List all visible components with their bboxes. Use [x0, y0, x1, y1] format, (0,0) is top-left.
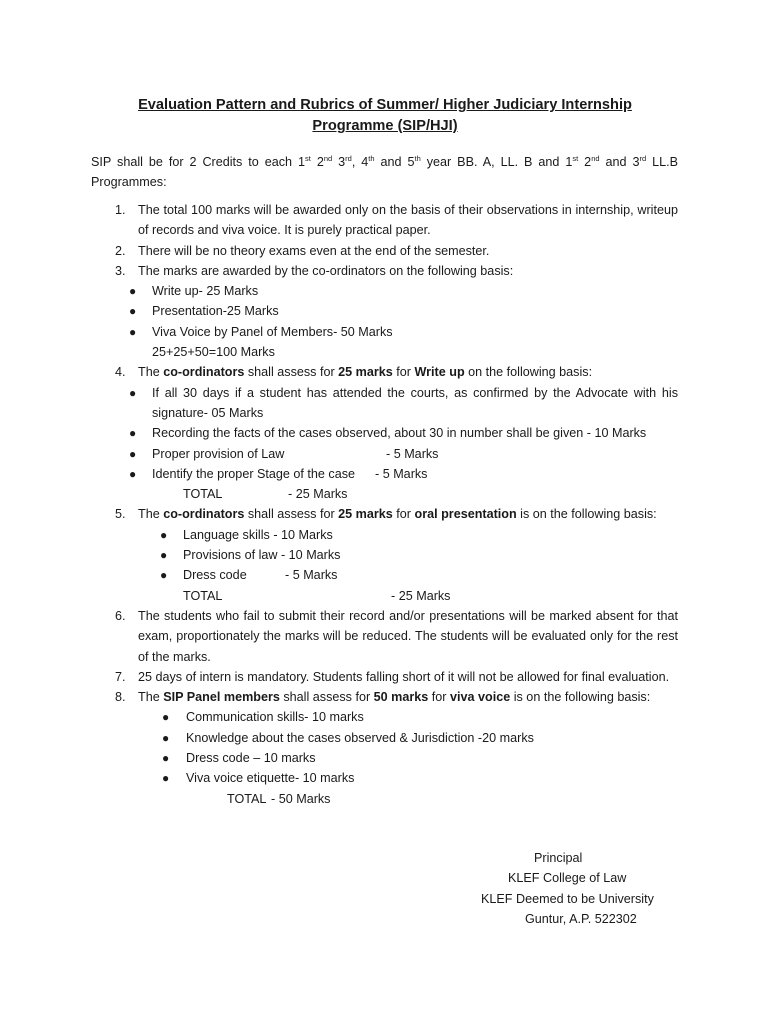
total-value: - 25 Marks	[391, 588, 451, 603]
bullet-item	[91, 707, 678, 727]
bullet-icon: ●	[129, 385, 137, 400]
bullet-text: Knowledge about the cases observed & Jurisdiction -20 marks	[186, 730, 534, 745]
intro-text: , 4	[351, 155, 369, 169]
text-run: for	[392, 507, 415, 522]
bold-text: 25 marks	[338, 365, 393, 380]
text-run: is on the following basis:	[510, 690, 651, 705]
bullet-item	[91, 464, 678, 484]
list-item-3	[91, 261, 678, 281]
bold-text: co-ordinators	[163, 507, 245, 522]
bullet-item	[91, 281, 678, 301]
total-line	[91, 789, 678, 809]
bullet-text: Viva voice etiquette- 10 marks	[186, 771, 355, 786]
list-item-8	[91, 687, 678, 707]
bold-text: SIP Panel members	[163, 690, 280, 705]
bullet-text: Dress code – 10 marks	[186, 751, 316, 766]
bullet-text: Provisions of law - 10 Marks	[183, 548, 341, 563]
list-item-7	[91, 667, 678, 687]
bullet-marks: - 5 Marks	[375, 466, 428, 481]
bullet-item	[91, 423, 678, 443]
bullet-text: Write up- 25 Marks	[152, 284, 259, 299]
document-title	[92, 95, 678, 137]
intro-text: SIP shall be for 2 Credits to each 1	[91, 155, 306, 169]
total-label: TOTAL	[227, 791, 267, 806]
bullet-item	[91, 728, 678, 748]
bullet-icon: ●	[129, 324, 137, 339]
list-item-5	[91, 504, 678, 524]
bullet-icon: ●	[160, 568, 168, 583]
item-number: 4.	[115, 365, 126, 380]
ordinal-suffix: th	[368, 153, 375, 163]
bullet-icon: ●	[129, 466, 137, 481]
bullet-text: Presentation-25 Marks	[152, 304, 279, 319]
list-item-2	[91, 241, 678, 261]
text-run: The	[138, 365, 164, 380]
text-run: for	[428, 690, 450, 705]
bullet-icon: ●	[129, 284, 137, 299]
bold-text: co-ordinators	[163, 365, 245, 380]
item-number: 8.	[115, 690, 126, 705]
text-run: shall assess for	[244, 507, 339, 522]
ordinal-suffix: th	[414, 153, 421, 163]
total-value: - 25 Marks	[288, 487, 348, 502]
total-value: - 50 Marks	[271, 791, 331, 806]
ordinal-suffix: st	[305, 153, 311, 163]
bullet-text: If all 30 days if a student has attended the courts, as confirmed by the Advocate with his signature- 05 Marks	[152, 385, 678, 420]
title-line-2: Programme (SIP/HJI)	[312, 118, 458, 134]
item-number: 6.	[115, 608, 126, 623]
intro-text: LL.B Programmes:	[91, 155, 679, 190]
bullet-icon: ●	[129, 304, 137, 319]
bullet-icon: ●	[160, 527, 168, 542]
bullet-text: Dress code	[183, 568, 247, 583]
bold-text: Write up	[414, 365, 465, 380]
text-run: on the following basis:	[464, 365, 593, 380]
bullet-icon: ●	[129, 446, 137, 461]
item-number: 1.	[115, 203, 126, 217]
bullet-marks: - 5 Marks	[386, 446, 439, 461]
numbered-list	[91, 200, 678, 809]
intro-paragraph	[91, 152, 678, 193]
ordinal-suffix: nd	[323, 153, 333, 163]
bullet-text: Identify the proper Stage of the case	[152, 466, 356, 481]
bullet-item	[91, 322, 678, 342]
total-label: TOTAL	[183, 487, 223, 502]
text-run: shall assess for	[279, 690, 374, 705]
bullet-icon: ●	[160, 548, 168, 563]
total-line	[91, 586, 678, 606]
item-text	[138, 362, 678, 382]
bullet-icon: ●	[162, 751, 170, 766]
total-label: TOTAL	[183, 588, 223, 603]
item-number: 7.	[115, 669, 126, 684]
bullet-item	[91, 301, 678, 321]
bold-text: 50 marks	[373, 690, 429, 705]
intro-text: 2	[578, 155, 592, 169]
bold-text: 25 marks	[338, 507, 393, 522]
ordinal-suffix: rd	[345, 153, 352, 163]
intro-text: and 5	[374, 155, 415, 169]
bullet-item	[91, 768, 678, 788]
text-run: for	[392, 365, 415, 380]
item-number: 3.	[115, 263, 126, 278]
total-line	[91, 484, 678, 504]
bullet-text: Viva Voice by Panel of Members- 50 Marks	[152, 324, 393, 339]
bullet-item	[91, 565, 678, 585]
list-item-4	[91, 362, 678, 382]
intro-text: year BB. A, LL. B and 1	[420, 155, 573, 169]
signature-block	[440, 848, 700, 929]
bullet-text: Recording the facts of the cases observed, about 30 in number shall be given - 10 Marks	[152, 426, 647, 441]
signature-university: KLEF Deemed to be University	[481, 891, 654, 906]
bullet-marks: - 5 Marks	[285, 568, 338, 583]
intro-text: and 3	[599, 155, 640, 169]
intro-text: 2	[310, 155, 324, 169]
ordinal-suffix: st	[572, 153, 579, 163]
item-text: The total 100 marks will be awarded only on the basis of their observations in internship, writeup of records and viva voice. It is purely practical paper.	[138, 203, 678, 238]
text-run: The	[138, 507, 164, 522]
item-text: The students who fail to submit their record and/or presentations will be marked absent for that exam, proportionately the marks will be reduced. The students will be evaluated only for the rest of the marks.	[138, 608, 678, 664]
bullet-item	[91, 525, 678, 545]
text-run: shall assess for	[244, 365, 339, 380]
item-number: 2.	[115, 243, 126, 258]
item-number: 5.	[115, 507, 126, 522]
item-text: There will be no theory exams even at the end of the semester.	[138, 243, 490, 258]
bullet-item	[91, 748, 678, 768]
intro-text: 3	[332, 155, 346, 169]
bullet-item	[91, 444, 678, 464]
bullet-text: Communication skills- 10 marks	[186, 710, 364, 725]
item-text: 25 days of intern is mandatory. Students falling short of it will not be allowed for final evaluation.	[138, 669, 670, 684]
text-run: is on the following basis:	[516, 507, 657, 522]
item-text: The marks are awarded by the co-ordinators on the following basis:	[138, 263, 514, 278]
bullet-icon: ●	[162, 710, 170, 725]
signature-college: KLEF College of Law	[508, 871, 627, 886]
signature-address: Guntur, A.P. 522302	[525, 911, 637, 926]
ordinal-suffix: rd	[639, 153, 647, 163]
list-item-1	[91, 200, 678, 241]
item-text	[138, 687, 678, 707]
ordinal-suffix: nd	[591, 153, 600, 163]
text-run: The	[138, 690, 164, 705]
signature-title: Principal	[534, 851, 583, 865]
bold-text: viva voice	[450, 690, 511, 705]
item-text	[138, 504, 678, 524]
sum-line: 25+25+50=100 Marks	[152, 345, 275, 360]
title-line-1: Evaluation Pattern and Rubrics of Summer/ Higher Judiciary Internship	[138, 97, 632, 113]
bullet-item	[91, 545, 678, 565]
bullet-icon: ●	[162, 730, 170, 745]
bullet-item	[91, 383, 678, 424]
list-item-6	[91, 606, 678, 667]
bold-text: oral presentation	[414, 507, 517, 522]
bullet-icon: ●	[129, 426, 137, 441]
bullet-text: Proper provision of Law	[152, 446, 285, 461]
bullet-icon: ●	[162, 771, 170, 786]
bullet-text: Language skills - 10 Marks	[183, 527, 333, 542]
